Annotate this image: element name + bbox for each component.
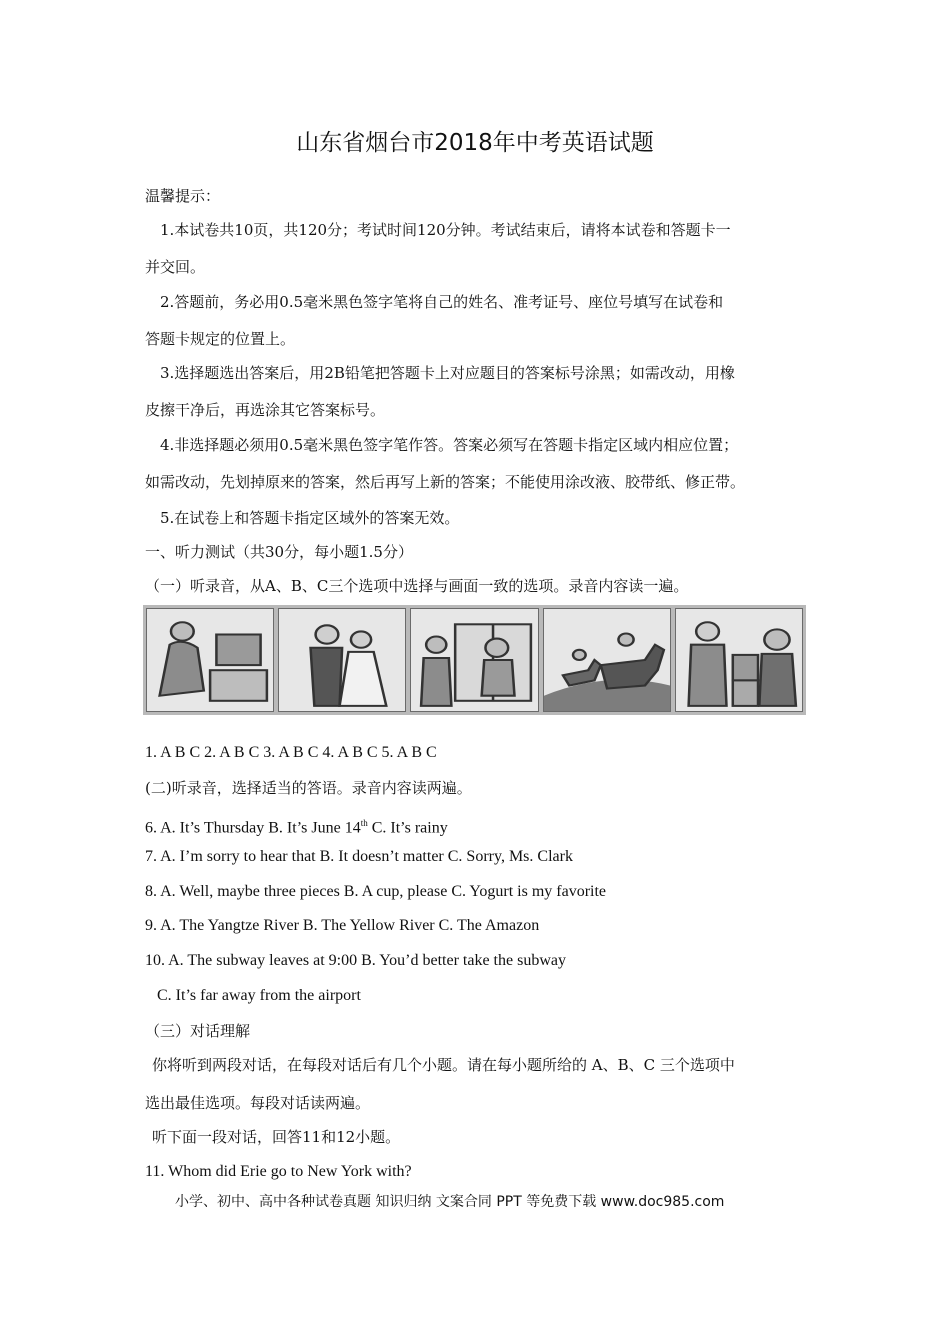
part3-instruction: 选出最佳选项。每段对话读两遍。 (145, 1094, 371, 1112)
question-7: 7. A. I’m sorry to hear that B. It doesn’t matter C. Sorry, Ms. Clark (145, 848, 573, 865)
picture-strip (143, 605, 806, 715)
notice-item: 3.选择题选出答案后，用2B铅笔把答题卡上对应题目的答案标号涂黑；如需改动，用橡 (160, 364, 735, 382)
picture-answers: 1. A B C 2. A B C 3. A B C 4. A B C 5. A B C (145, 744, 437, 761)
question-6 (145, 813, 448, 838)
section-heading: 一、听力测试（共30分，每小题1.5分） (145, 543, 413, 561)
part2-heading: (二)听录音，选择适当的答语。录音内容读两遍。 (145, 779, 472, 797)
picture-5-market-stall (675, 608, 803, 712)
picture-1-woman-at-computer (146, 608, 274, 712)
notice-item: 4.非选择题必须用0.5毫米黑色签字笔作答。答案必须写在答题卡指定区域内相应位置； (160, 436, 739, 454)
question-11: 11. Whom did Erie go to New York with? (145, 1163, 412, 1180)
question-6-text: 6. A. It’s Thursday B. It’s June 14 (145, 819, 361, 837)
question-8: 8. A. Well, maybe three pieces B. A cup, please C. Yogurt is my favorite (145, 883, 607, 900)
notice-heading: 温馨提示： (145, 187, 221, 205)
part3-instruction: 听下面一段对话，回答11和12小题。 (152, 1128, 401, 1146)
question-10: 10. A. The subway leaves at 9:00 B. You’d better take the subway (145, 952, 566, 969)
question-6-end: C. It’s rainy (367, 819, 448, 837)
notice-item: 5.在试卷上和答题卡指定区域外的答案无效。 (160, 509, 460, 527)
picture-3-window-cleaning (410, 608, 538, 712)
notice-item: 1.本试卷共10页，共120分；考试时间120分钟。考试结束后，请将本试卷和答题卡一 (160, 221, 731, 239)
picture-4-horse-riding (543, 608, 671, 712)
part3-heading: （三）对话理解 (145, 1022, 251, 1040)
picture-2-couple (278, 608, 406, 712)
page-title: 山东省烟台市2018年中考英语试题 (296, 130, 654, 156)
notice-item: 答题卡规定的位置上。 (145, 330, 296, 348)
question-6-sup: th (360, 818, 368, 828)
notice-item: 2.答题前，务必用0.5毫米黑色签字笔将自己的姓名、准考证号、座位号填写在试卷和 (160, 293, 724, 311)
notice-item: 并交回。 (145, 258, 206, 276)
question-9: 9. A. The Yangtze River B. The Yellow River C. The Amazon (145, 917, 540, 934)
notice-item: 如需改动，先划掉原来的答案，然后再写上新的答案；不能使用涂改液、胶带纸、修正带。 (145, 473, 746, 491)
part3-instruction: 你将听到两段对话，在每段对话后有几个小题。请在每小题所给的 A、B、C 三个选项中 (152, 1056, 735, 1074)
question-10-option-c: C. It’s far away from the airport (157, 987, 361, 1004)
part1-heading: （一）听录音，从A、B、C三个选项中选择与画面一致的选项。录音内容读一遍。 (145, 577, 689, 595)
footer-link[interactable]: 小学、初中、高中各种试卷真题 知识归纳 文案合同 PPT 等免费下载 www.doc985.com (175, 1194, 725, 1210)
notice-item: 皮擦干净后，再选涂其它答案标号。 (145, 401, 386, 419)
